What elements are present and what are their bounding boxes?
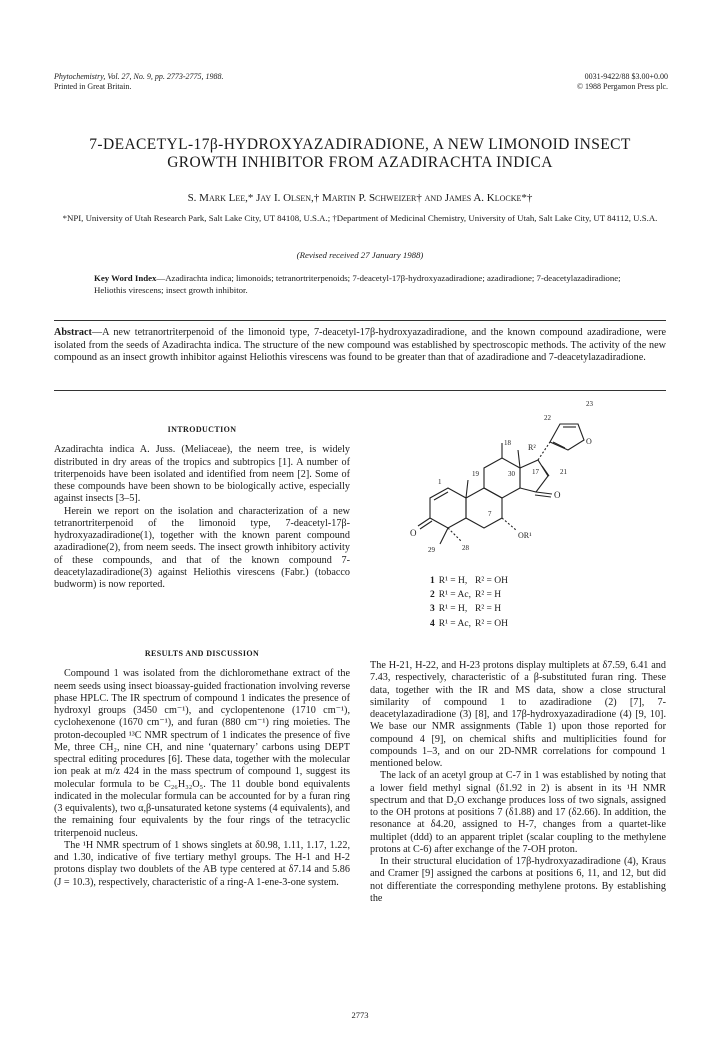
- label-c21: 21: [560, 468, 567, 476]
- label-c19: 19: [472, 470, 479, 478]
- label-c29: 29: [428, 546, 435, 554]
- intro-paragraph-2: Herein we report on the isolation and characterization of a new tetranortriterpenoid of the limonoid type, 7-deacetyl-17β-hydroxyazadiradione(1), together with the known parent compound azadiradione(2), from neem seeds. The insect growth inhibitory activity of these compounds, and that of the known compound 7-deacetylazadiradione(3) against Heliothis virescens (Fabr.) (tobacco budworm) is now reported.: [54, 505, 350, 590]
- label-or1: OR¹: [518, 531, 532, 540]
- results-paragraph-4: The lack of an acetyl group at C-7 in 1 was established by noting that a lower field methyl signal (δ1.92 in 2) is absent in its ¹H NMR spectrum and that D₂O exchange produces loss of two signals, assigned to the OH protons at positions 7 (δ1.88) and 17 (δ2.66). In addition, the resonance at δ4.20, assigned to H-7, changes from a quartet-like multiplet (ddd) to an apparent triplet (scalar coupling to the methylene protons at C-6) after exchange of the 7-OH proton.: [370, 770, 666, 855]
- journal-header: [54, 72, 224, 92]
- label-c18: 18: [504, 439, 511, 447]
- journal-citation: Phytochemistry, Vol. 27, No. 9, pp. 2773-2775, 1988.: [54, 72, 224, 81]
- methyl-29: [440, 528, 448, 544]
- ring-d-double-bond: [542, 466, 549, 476]
- compound-r1: R¹ = H,: [438, 604, 468, 615]
- keyword-index: [94, 272, 634, 296]
- ring-b: [466, 488, 502, 528]
- ring-a: [430, 488, 466, 528]
- compound-row: [430, 602, 512, 616]
- compound-num: 1: [430, 576, 435, 586]
- furan-double-2: [553, 442, 565, 448]
- results-paragraph-5: In their structural elucidation of 17β-hydroxyazadiradione (4), Kraus and Cramer [9] assigned the carbons at positions 6, 11, and 12, but did not differentiate the corresponding methylene protons. By establishing the: [370, 856, 666, 904]
- label-c23: 23: [586, 400, 593, 408]
- intro-paragraph-1: Azadirachta indica A. Juss. (Meliaceae), the neem tree, is widely distributed in dry areas of the tropics and subtropics [1]. A number of triterpenoids have been isolated and identified from neem [2]. Some of these compounds have been shown to be biologically active, especially against insects [3–5].: [54, 444, 350, 505]
- revised-date: (Revised received 27 January 1988): [296, 250, 424, 260]
- furan-link: [538, 442, 550, 460]
- label-c17: 17: [532, 468, 539, 476]
- ketone-bond: [418, 518, 430, 526]
- compound-num: 4: [430, 618, 435, 629]
- keyword-label: Key Word Index: [94, 273, 157, 283]
- results-paragraph-1: Compound 1 was isolated from the dichloromethane extract of the neem seeds using insect bioassay-guided fractionation involving reverse phase HPLC. The IR spectrum of compound 1 indicates the presence of hydroxyl groups (3450 cm⁻¹), and cyclopentenone (1710 cm⁻¹), cyclohexenone (1670 cm⁻¹), and furan (880 cm⁻¹) ring moieties. The proton-decoupled ¹³C NMR spectrum of 1 indicates the presence of five Me, three CH₂, nine CH, and nine ‘quaternary’ carbons using DEPT spectral editing procedures [6]. These data, together with the molecular ion peak at m/z 424 in the mass spectrum of compound 1, suggest its molecular formula to be C₂₆H₃₂O₅. The 11 double bond equivalents indicated in the molecular formula can be accounted for by a furan ring (3 equivalents), two α,β-unsaturated ketone systems (4 equivalents), and the remaining four equivalents by the four rings of the tetracyclic triterpenoid nucleus.: [54, 668, 350, 839]
- compound-r1: R¹ = Ac,: [438, 590, 471, 601]
- compound-r2: R² = H: [474, 590, 502, 601]
- label-c28: 28: [462, 544, 469, 552]
- results-paragraph-2: The ¹H NMR spectrum of 1 shows singlets at δ0.98, 1.11, 1.17, 1.22, and 1.30, indicative of five tertiary methyl groups. The H-1 and H-2 protons display two doublets of the AB type centered at δ7.14 and 5.86 (J = 10.3), respectively, characteristic of a ring-A 1-ene-3-one system.: [54, 839, 350, 888]
- compound-num: 2: [430, 590, 435, 601]
- compound-row: [430, 588, 512, 602]
- introduction-section: [54, 424, 350, 591]
- results-column-left: [54, 648, 350, 889]
- furan-ring: [550, 424, 584, 450]
- compound-num: 3: [430, 604, 435, 615]
- methyl-19: [466, 480, 468, 498]
- results-column-right: [370, 660, 666, 905]
- methyl-28: [448, 528, 462, 542]
- compound-row: [430, 617, 512, 631]
- ring-d: [520, 460, 548, 492]
- copyright: © 1988 Pergamon Press plc.: [576, 82, 668, 91]
- structure-diagram: [410, 398, 610, 568]
- title-line-1: 7-DEACETYL-17β-HYDROXYAZADIRADIONE, A NEW LIMONOID INSECT: [89, 136, 631, 153]
- affiliation: *NPI, University of Utah Research Park, Salt Lake City, UT 84108, U.S.A.; †Department of Medicinal Chemistry, University of Utah, Salt Lake City, UT 84112, U.S.A.: [62, 213, 658, 223]
- ring-d-ketone-2: [535, 495, 551, 497]
- title-line-2: GROWTH INHIBITOR FROM AZADIRACHTA INDICA: [167, 154, 553, 171]
- ring-a-double-bond: [434, 492, 448, 500]
- compound-r1: R¹ = H,: [438, 576, 468, 586]
- page-number: 2773: [351, 1010, 369, 1020]
- ketone-bond-2: [420, 521, 432, 529]
- keyword-text: —Azadirachta indica; limonoids; tetranortriterpenoids; 7-deacetyl-17β-hydroxyazadiradione; azadiradione; 7-deacetylazadiradione; Heliothis virescens; insect growth inhibitor.: [94, 273, 621, 295]
- compound-legend-body: [430, 574, 512, 631]
- label-c30: 30: [508, 470, 515, 478]
- compound-r2: R² = OH: [474, 576, 508, 586]
- compound-legend: [430, 574, 512, 631]
- results-heading: RESULTS AND DISCUSSION: [144, 649, 260, 658]
- abstract: [54, 327, 666, 365]
- compound-r2: R² = H: [474, 604, 502, 615]
- article-title: [40, 136, 680, 172]
- abstract-label: Abstract: [54, 327, 92, 338]
- abstract-text: —A new tetranortriterpenoid of the limonoid type, 7-deacetyl-17β-hydroxyazadiradione, and the known compound azadiradione, were isolated from the seeds of Azadirachta indica. The structure of the new compound was established by spectroscopic methods. The activity of the new compound as an insect growth inhibitor against Heliothis virescens was found to be greater than that of azadiradione and 7-deacetylazadiradione.: [54, 327, 666, 364]
- label-c7: 7: [488, 510, 492, 518]
- compound-r1: R¹ = Ac,: [438, 618, 471, 629]
- or1-bond: [502, 518, 516, 530]
- abstract-bottom-rule: [54, 390, 666, 391]
- label-oxy-left: O: [410, 528, 417, 538]
- label-furan-o: O: [586, 437, 592, 446]
- author-list: S. Mark Lee,* Jay I. Olsen,† Martin P. Schweizer† and James A. Klocke*†: [187, 192, 533, 204]
- introduction-heading: INTRODUCTION: [167, 425, 237, 434]
- label-oxy-right: O: [554, 490, 561, 500]
- abstract-top-rule: [54, 320, 666, 321]
- label-c1: 1: [438, 478, 442, 486]
- compound-row: [430, 574, 512, 588]
- results-paragraph-3: The H-21, H-22, and H-23 protons display multiplets at δ7.59, 6.41 and 7.43, respectively, characteristic of a β-substituted furan ring. These data, together with the IR and MS data, show a close structural similarity of compound 1 to azadiradione (2) [7], 7-deacetylazadiradione (3) [8], and 17β-hydroxyazadiradione (4) [9, 10]. We base our NMR assignments (Table 1) upon those reported for compound 4 [9], on chemical shifts and multiplicities found for compounds 1–3, and on our 2D-NMR correlations for compound 1 mentioned below.: [370, 660, 666, 769]
- methyl-30: [518, 450, 520, 468]
- printed-location: Printed in Great Britain.: [54, 82, 132, 91]
- label-c22: 22: [544, 414, 551, 422]
- ring-c: [484, 458, 520, 498]
- ring-d-ketone: [536, 492, 552, 494]
- price-code: 0031-9422/88 $3.00+0.00: [584, 72, 668, 81]
- compound-r2: R² = OH: [474, 618, 508, 629]
- publisher-header: [577, 72, 668, 92]
- label-r2: R²: [528, 443, 536, 452]
